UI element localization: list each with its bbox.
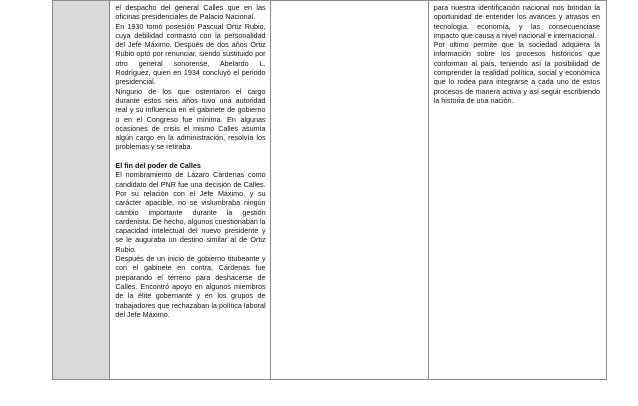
gray-label-cell — [53, 1, 110, 380]
paragraph-cardenas-nomination: El nombramiento de Lázaro Cárdenas como candidato del PNR fue una decisión de Calles. Por su relación con el Jefe Máximo, y su carácter apacible, no se vislumbraba ningún cambio importante durante la gestión cardenista. De hecho, algunos cuestionaban la capacidad intelectual del nuevo presidente y se le auguraba un destino similar al de Ortiz Rubio. — [115, 170, 266, 254]
paragraph-spacer — [115, 152, 265, 161]
empty-cell — [270, 1, 428, 380]
reflection-text-cell — [428, 1, 606, 380]
content-table — [52, 0, 607, 380]
paragraph-ortiz-rubio: En 1930 tomó posesión Pascual Ortiz Rubio, cuya debilidad contrastó con la personalidad del Jefe Máximo. Después de dos años Ortiz Rubio optó por renunciar, siendo sustituido por otro general sonorense, Abelardo L. Rodríguez, quien en 1934 concluyó el periodo presidencial. — [115, 21, 266, 87]
paragraph-cardenas-government: Después de un inicio de gobierno titubeante y con el gabinete en contra, Cárdenas fue preparando el terreno para deshacerse de Calles. Encontró apoyo en algunos miembros de la élite gobernante y en los grupos de trabajadores que rechazaban la política laboral del Jefe Máximo. — [115, 254, 266, 319]
paragraph-calles-office: el despacho del general Calles que en las oficinas presidenciales de Palacio Nacional. — [115, 3, 266, 22]
paragraph-authority: Ninguno de los que ostentaron el cargo durante estos seis años tuvo una autoridad real y su influencia en el gabinete de gobierno o en el Congreso fue mínima. En algunas ocasiones de crisis el mismo Calles asumía algún cargo en la administración, resolvía los problemas y se retiraba. — [115, 86, 266, 152]
history-text-cell — [110, 1, 270, 380]
paragraph-conclusion: Por ultimo permite que la sociedad adquiera la información sobre los procesos históricos que conforman al país, teniendo así la posibilidad de comprender la realidad política, social y económica que lo rodea para integrarse a cada uno de estos procesos de manera activa y así seguir escribiendo la historia de una nación. — [433, 40, 600, 105]
section-heading: El fin del poder de Calles — [115, 161, 201, 171]
table-row — [53, 1, 607, 380]
paragraph-identity: para nuestra identificación nacional nos brindan la oportunidad de entender los avances y atrasos en tecnología, economía, y las consecuenciase impacto que causa a nivel nacional e internacional. — [433, 3, 600, 40]
